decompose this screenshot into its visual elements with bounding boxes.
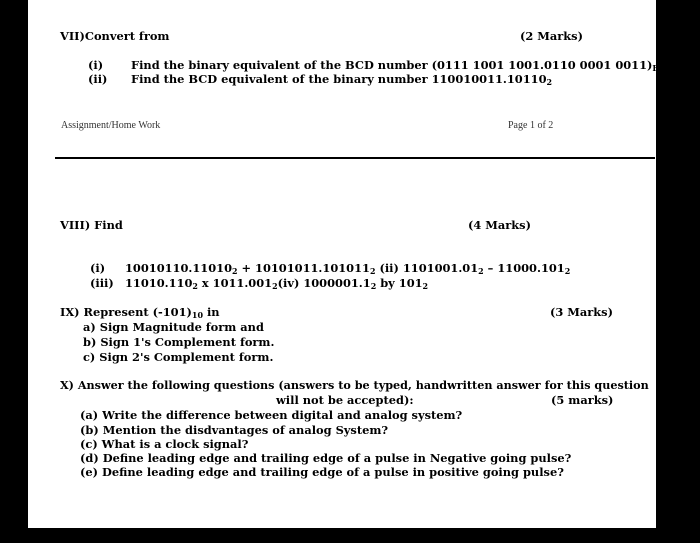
q8-line-1 — [125, 261, 570, 275]
q8-line-1-num: (i) — [90, 261, 106, 275]
document-page — [28, 0, 673, 528]
q7-item-1-sub: BCD — [652, 64, 673, 73]
q8-l2-s2: 2 — [272, 282, 278, 291]
q8-l2-s3: 2 — [370, 282, 377, 291]
q10-heading-line-2: will not be accepted): — [276, 393, 414, 407]
footer-left: Assignment/Home Work — [61, 120, 161, 131]
q9-item-b: b) Sign 1's Complement form. — [83, 335, 275, 349]
q10-item-a: (a) Write the difference between digital and analog system? — [80, 408, 463, 422]
q8-l2-s1: 2 — [192, 282, 198, 291]
q9-marks: (3 Marks) — [550, 305, 613, 319]
q8-l1-d: – 11000.101 — [483, 261, 565, 275]
q7-item-2-sub: 2 — [546, 78, 553, 87]
q7-item-2 — [131, 72, 552, 86]
q7-item-2-text: Find the BCD equivalent of the binary number 110010011.10110 — [131, 72, 547, 86]
q7-item-1 — [131, 58, 673, 72]
q10-item-b: (b) Mention the disdvantages of analog System? — [80, 423, 389, 437]
q7-item-1-text: Find the binary equivalent of the BCD number (0111 1001 1001.0110 0001 0011) — [131, 58, 653, 72]
q8-l1-c: (ii) 1101001.01 — [375, 261, 479, 275]
q8-l1-s1: 2 — [232, 267, 238, 276]
footer-page-number: Page 1 of 2 — [508, 120, 554, 131]
q8-l2-s4: 2 — [422, 282, 429, 291]
q8-marks: (4 Marks) — [468, 218, 531, 232]
q8-l2-c: (iv) 1000001.1 — [277, 276, 371, 290]
q9-item-c: c) Sign 2's Complement form. — [83, 350, 274, 364]
q8-heading: VIII) Find — [60, 218, 123, 232]
q10-item-d: (d) Define leading edge and trailing edge of a pulse in Negative going pulse? — [80, 451, 572, 465]
q8-l2-d: by 101 — [376, 276, 423, 290]
q8-l1-s2: 2 — [369, 267, 376, 276]
q9-heading-b: in — [203, 305, 220, 319]
q8-line-2-num: (iii) — [90, 276, 114, 290]
q8-l1-a: 10010110.11010 — [125, 261, 232, 275]
q10-item-c: (c) What is a clock signal? — [80, 437, 249, 451]
q10-heading-line-1: X) Answer the following questions (answers to be typed, handwritten answer for this question — [60, 378, 649, 392]
q8-line-2 — [125, 276, 428, 290]
q8-l1-b: + 10101011.101011 — [237, 261, 370, 275]
q7-item-2-num: (ii) — [88, 72, 108, 86]
q9-heading-sub: 10 — [191, 311, 203, 320]
q7-heading: VII)Convert from — [60, 29, 170, 43]
q9-heading-a: IX) Represent (-101) — [60, 305, 192, 319]
q8-l1-s3: 2 — [478, 267, 484, 276]
q7-marks: (2 Marks) — [520, 29, 583, 43]
q8-l2-a: 11010.110 — [125, 276, 193, 290]
q8-l2-b: x 1011.001 — [197, 276, 273, 290]
q9-heading — [60, 305, 220, 319]
page-divider — [55, 157, 655, 159]
q8-l1-s4: 2 — [564, 267, 571, 276]
q7-item-1-num: (i) — [88, 58, 104, 72]
q10-marks: (5 marks) — [551, 393, 614, 407]
q10-item-e: (e) Define leading edge and trailing edge of a pulse in positive going pulse? — [80, 465, 564, 479]
q9-item-a: a) Sign Magnitude form and — [83, 320, 264, 334]
